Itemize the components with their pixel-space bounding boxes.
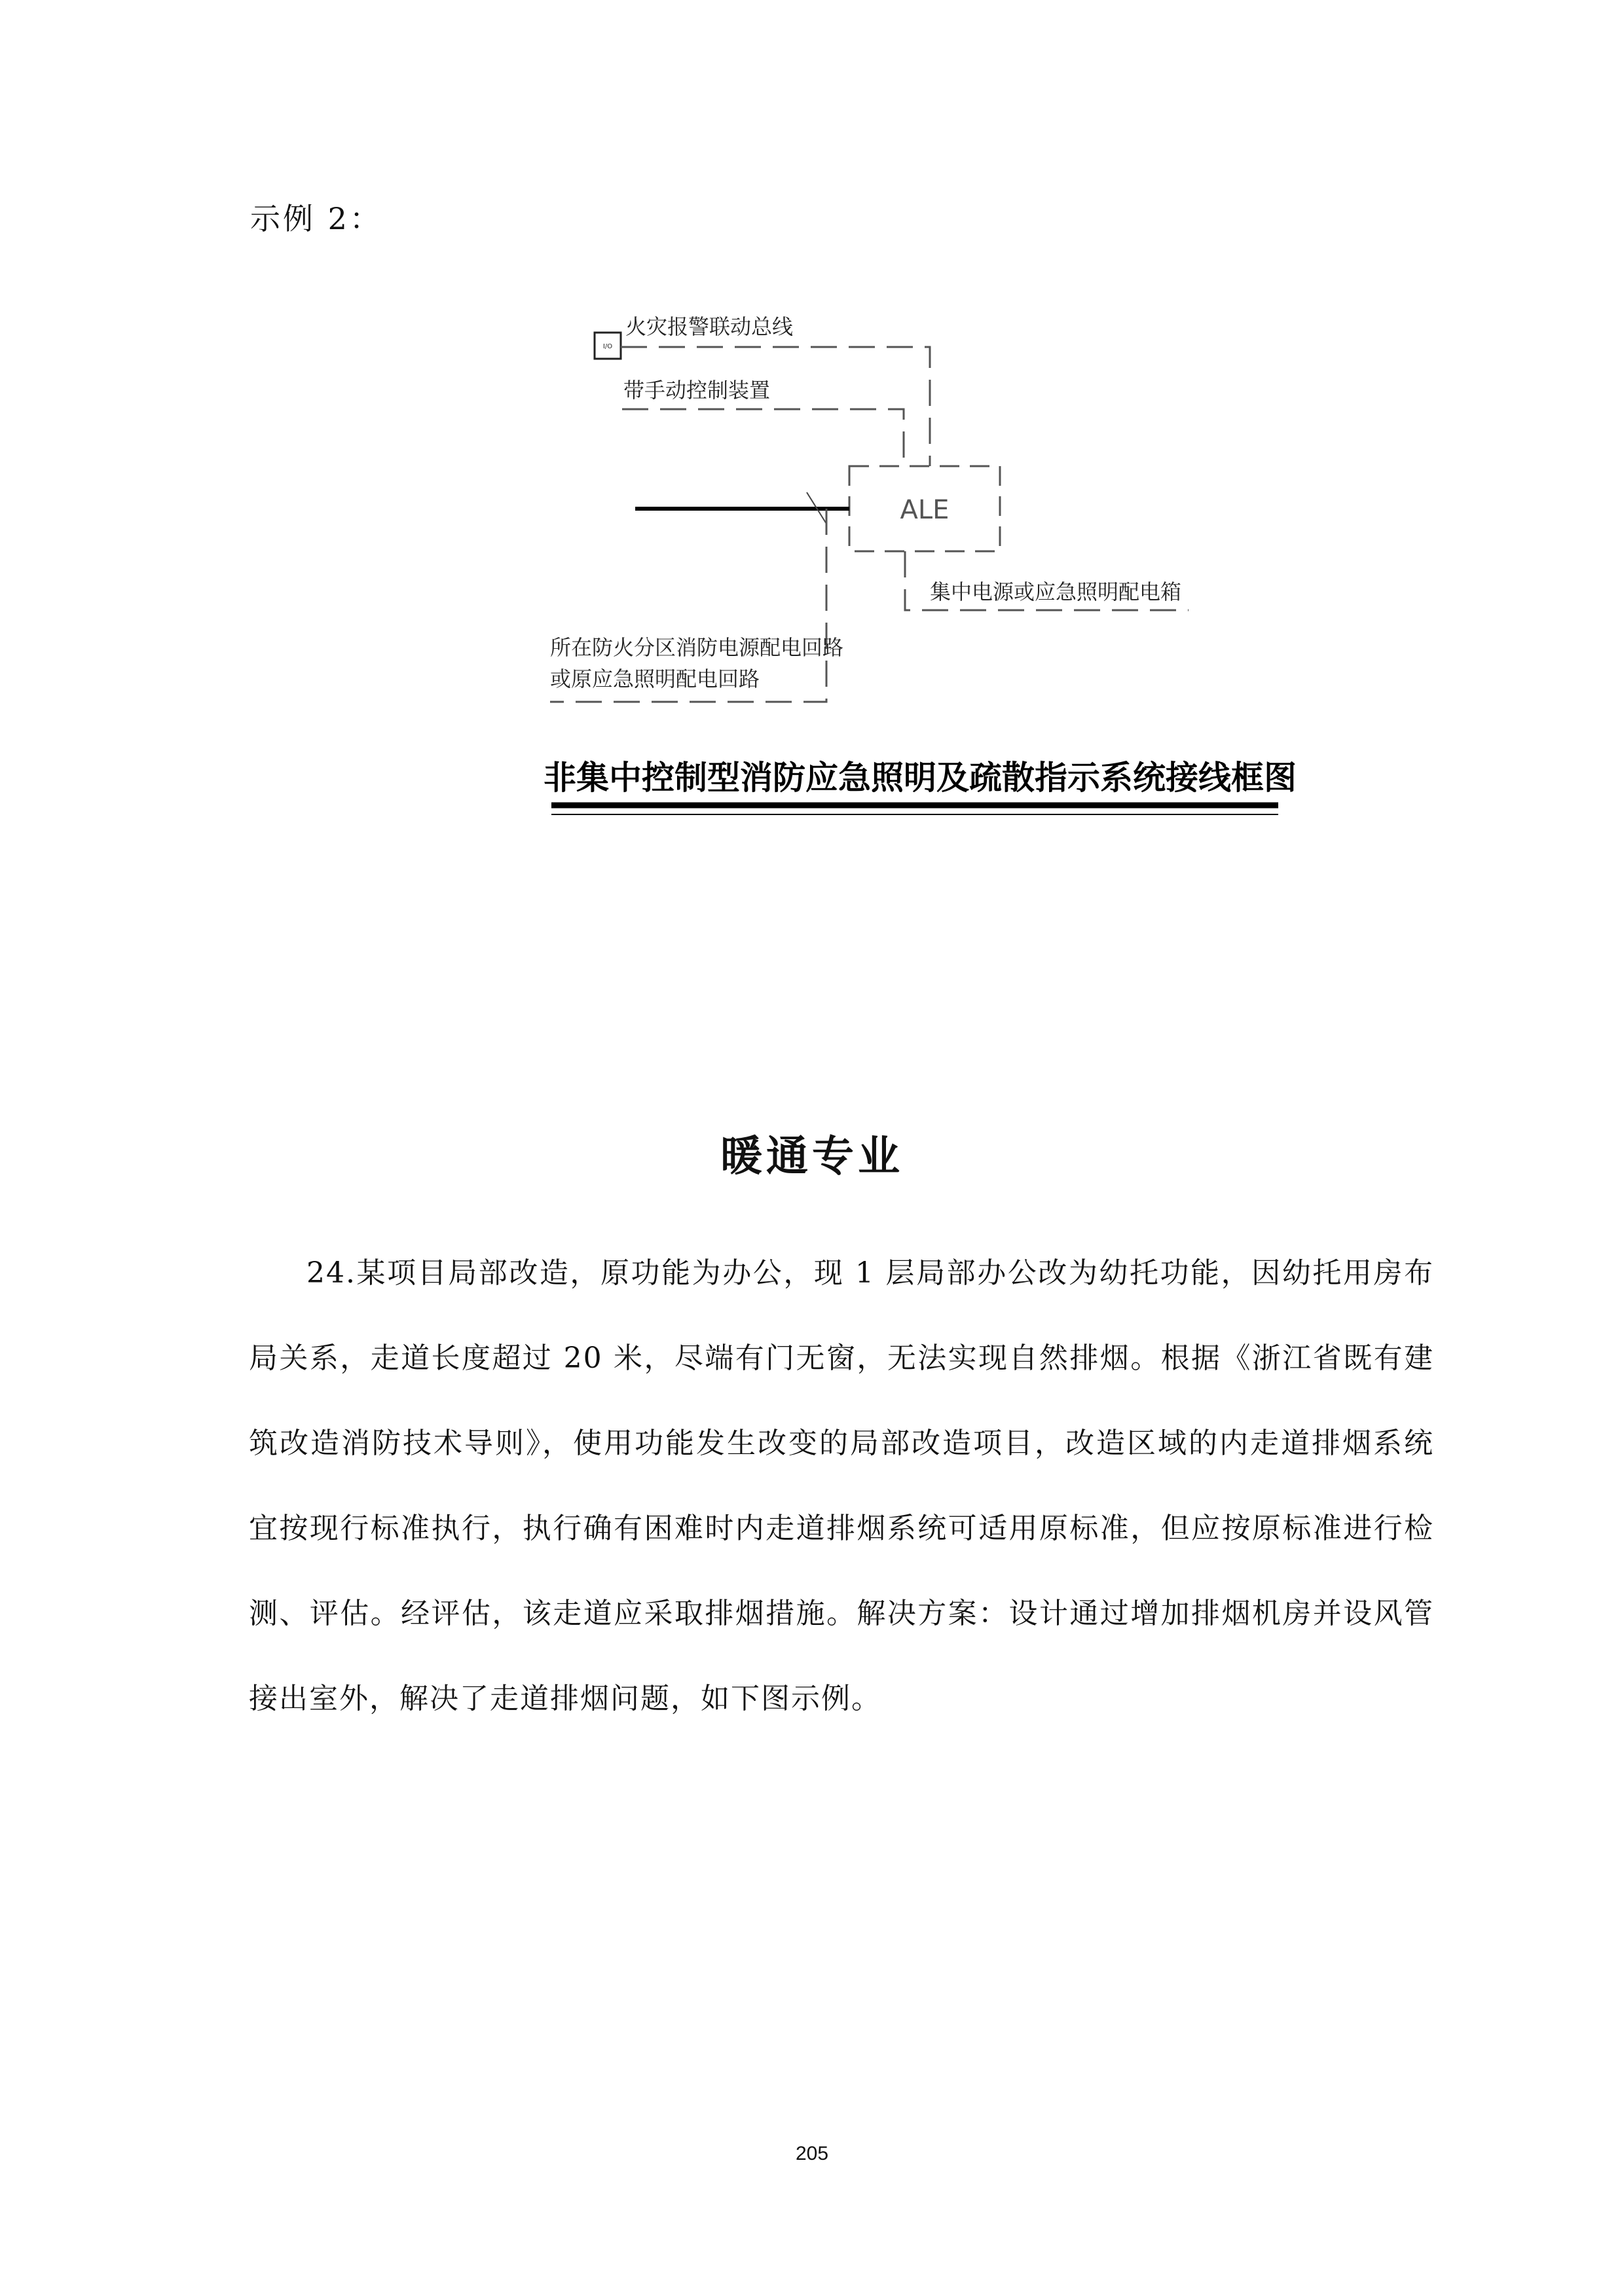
page-number: 205: [795, 2143, 829, 2164]
fire-alarm-bus-line: [621, 347, 930, 466]
ale-box-label: ALE: [900, 495, 950, 525]
manual-control-line: [622, 409, 904, 466]
body-paragraph: 24.某项目局部改造，原功能为办公，现 1 层局部办公改为幼托功能，因幼托用房布局关系，走道长度超过 20 米，尽端有门无窗，无法实现自然排烟。根据《浙江省既有建筑改造消防技术导则》，使用功能发生改变的局部改造项目，改造区域的内走道排烟系统宜按现行标准执行，执行确有困难时内走道排烟系统可适用原标准，但应按原标准进行检测、评估。经评估，该走道应采取排烟措施。解决方案：设计通过增加排烟机房并设风管接出室外，解决了走道排烟问题，如下图示例。: [249, 1256, 1434, 1715]
source-circuit-label-1: 所在防火分区消防电源配电回路: [550, 635, 844, 660]
manual-control-label: 带手动控制装置: [623, 378, 771, 403]
diagram-caption: 非集中控制型消防应急照明及疏散指示系统接线框图: [544, 759, 1297, 797]
io-module-label: I/O: [602, 343, 613, 350]
example-label: 示例 2：: [250, 201, 382, 236]
section-title: 暖通专业: [720, 1132, 904, 1181]
power-box-label: 集中电源或应急照明配电箱: [930, 579, 1182, 604]
fire-alarm-bus-label: 火灾报警联动总线: [625, 314, 794, 339]
source-circuit-label-2: 或原应急照明配电回路: [550, 666, 760, 691]
